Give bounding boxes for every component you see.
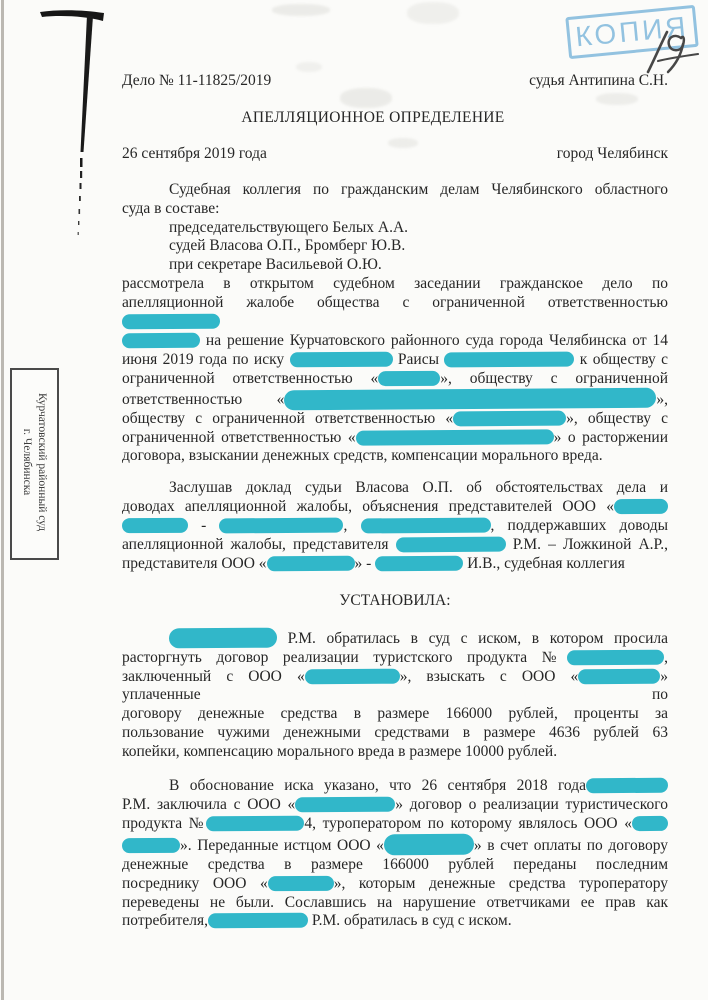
document-city: город Челябинск — [556, 144, 668, 162]
document-body — [122, 181, 668, 932]
text-line: договору денежные средства в размере 166000 рублей, проценты за — [122, 705, 668, 723]
text-line: копейки, компенсацию морального вреда в размере 10000 рублей. — [122, 743, 558, 761]
text-line: Р.М. заключила с ООО « » договор о реализации туристического — [122, 796, 668, 813]
redaction-mark — [453, 410, 566, 426]
document-title: АПЕЛЛЯЦИОННОЕ ОПРЕДЕЛЕНИЕ — [241, 108, 505, 126]
text-line: Р.М. обратилась в суд с иском, в котором просила — [122, 628, 668, 649]
text-line: денежные средства в размере 166000 рублей переданы последним — [122, 855, 668, 873]
bleedthrough-smudge — [407, 2, 459, 24]
text-line: переведены не были. Сославшись на нарушение ответчиками ее прав как — [122, 893, 668, 911]
judge-name: судья Антипина С.Н. — [529, 72, 668, 89]
redaction-mark — [295, 797, 395, 813]
text-line: Заслушав доклад судьи Власова О.П. об обстоятельствах дела и — [169, 479, 668, 497]
text-line: посреднику ООО « », которым денежные средства туроператору — [122, 874, 669, 892]
text-line: ограниченной ответственностью « » о расторжении — [122, 428, 668, 446]
text-line: доводах апелляционной жалобы, объяснения представителей ООО « — [122, 498, 668, 517]
text-line: договора, взыскании денежных средств, компенсации морального вреда. — [122, 447, 603, 465]
text-line: пользование чужими денежными средствами в размере 4636 рублей 63 — [122, 724, 668, 742]
text-line: Судебная коллегия по гражданским делам Челябинского областного — [169, 180, 668, 198]
text-line: обществу с ограниченной ответственностью « », обществу с — [122, 409, 668, 427]
ustanovila-heading: УСТАНОВИЛА: — [339, 591, 451, 609]
document-text-column — [122, 72, 668, 931]
redaction-mark — [396, 537, 506, 553]
text-line: ». Переданные истцом ООО « » в счет оплаты по договору — [122, 834, 668, 856]
text-line: суда в составе: — [122, 199, 220, 217]
redaction-mark — [169, 627, 277, 648]
date-row — [122, 145, 668, 164]
text-line: июня 2019 года по иску Раисы к обществу с — [122, 350, 668, 368]
redaction-mark — [208, 913, 308, 929]
redaction-mark — [266, 556, 354, 572]
text-line: при секретаре Васильевой О.Ю. — [169, 256, 382, 274]
text-line: заключенный с ООО « », взыскать с ООО « » уплаченные по — [122, 667, 668, 704]
redaction-mark — [122, 314, 220, 330]
redaction-mark — [444, 351, 574, 367]
text-line: апелляционной жалобы, представителя Р.М. – Ложкиной А.Р., — [122, 536, 668, 554]
text-line: представителя ООО « » - И.В., судебная коллегия — [122, 554, 625, 572]
redaction-mark — [219, 518, 343, 534]
court-stamp-line1: Курчатовский районный суд — [36, 392, 49, 532]
redaction-mark — [378, 371, 440, 386]
paragraph-claim — [122, 628, 668, 762]
redaction-mark — [206, 816, 304, 832]
redaction-mark — [375, 556, 463, 572]
redaction-mark — [122, 838, 180, 853]
court-stamp-text — [14, 370, 55, 554]
redaction-mark — [632, 816, 668, 831]
redaction-mark — [578, 668, 660, 684]
court-stamp-line2: г. Челябинска — [21, 428, 34, 496]
text-line: судей Власова О.П., Бромберг Ю.В. — [169, 237, 406, 255]
text-line: продукта № 4, туроператором по которому являлось ООО « — [122, 815, 668, 834]
paragraph-composition — [122, 181, 668, 467]
copy-stamp-label: КОПИЯ — [574, 10, 690, 53]
paragraph-report — [122, 479, 668, 574]
case-number: Дело № 11-11825/2019 — [122, 72, 272, 89]
text-line: апелляционной жалобе общества с ограниченной ответственностью — [122, 294, 668, 332]
redaction-mark — [122, 518, 188, 533]
text-line: расторгнуть договор реализации туристского продукта № , — [122, 648, 668, 666]
court-stamp — [10, 368, 59, 560]
paragraph-grounds — [122, 777, 668, 931]
redaction-mark — [305, 668, 400, 684]
bleedthrough-smudge — [296, 62, 322, 72]
text-line: - , , поддержавших доводы — [122, 517, 668, 536]
redaction-mark — [586, 778, 668, 794]
redaction-mark — [356, 429, 554, 445]
text-line: потребителя, Р.М. обратилась в суд с иском. — [122, 912, 512, 930]
redaction-mark — [384, 833, 474, 855]
redaction-mark — [360, 518, 490, 534]
text-line: В обоснование иска указано, что 26 сентября 2018 года — [122, 777, 668, 796]
redaction-mark — [284, 387, 656, 410]
text-line: ответственностью « », — [122, 389, 668, 410]
header-row — [122, 72, 668, 91]
scan-fold-artifact — [0, 0, 120, 260]
document-date: 26 сентября 2019 года — [122, 144, 267, 162]
redaction-mark — [122, 333, 200, 349]
text-line: на решение Курчатовского районного суда города Челябинска от 14 — [122, 332, 668, 351]
redaction-mark — [614, 499, 668, 514]
redaction-mark — [268, 875, 334, 890]
text-line: ограниченной ответственностью « », обществу с ограниченной — [122, 369, 668, 387]
redaction-mark — [567, 649, 664, 665]
bleedthrough-smudge — [272, 4, 330, 16]
text-line: председательствующего Белых А.А. — [169, 218, 409, 236]
redaction-mark — [289, 352, 392, 368]
handwritten-page-number — [640, 28, 700, 74]
text-line: рассмотрела в открытом судебном заседании гражданское дело по — [122, 275, 668, 293]
